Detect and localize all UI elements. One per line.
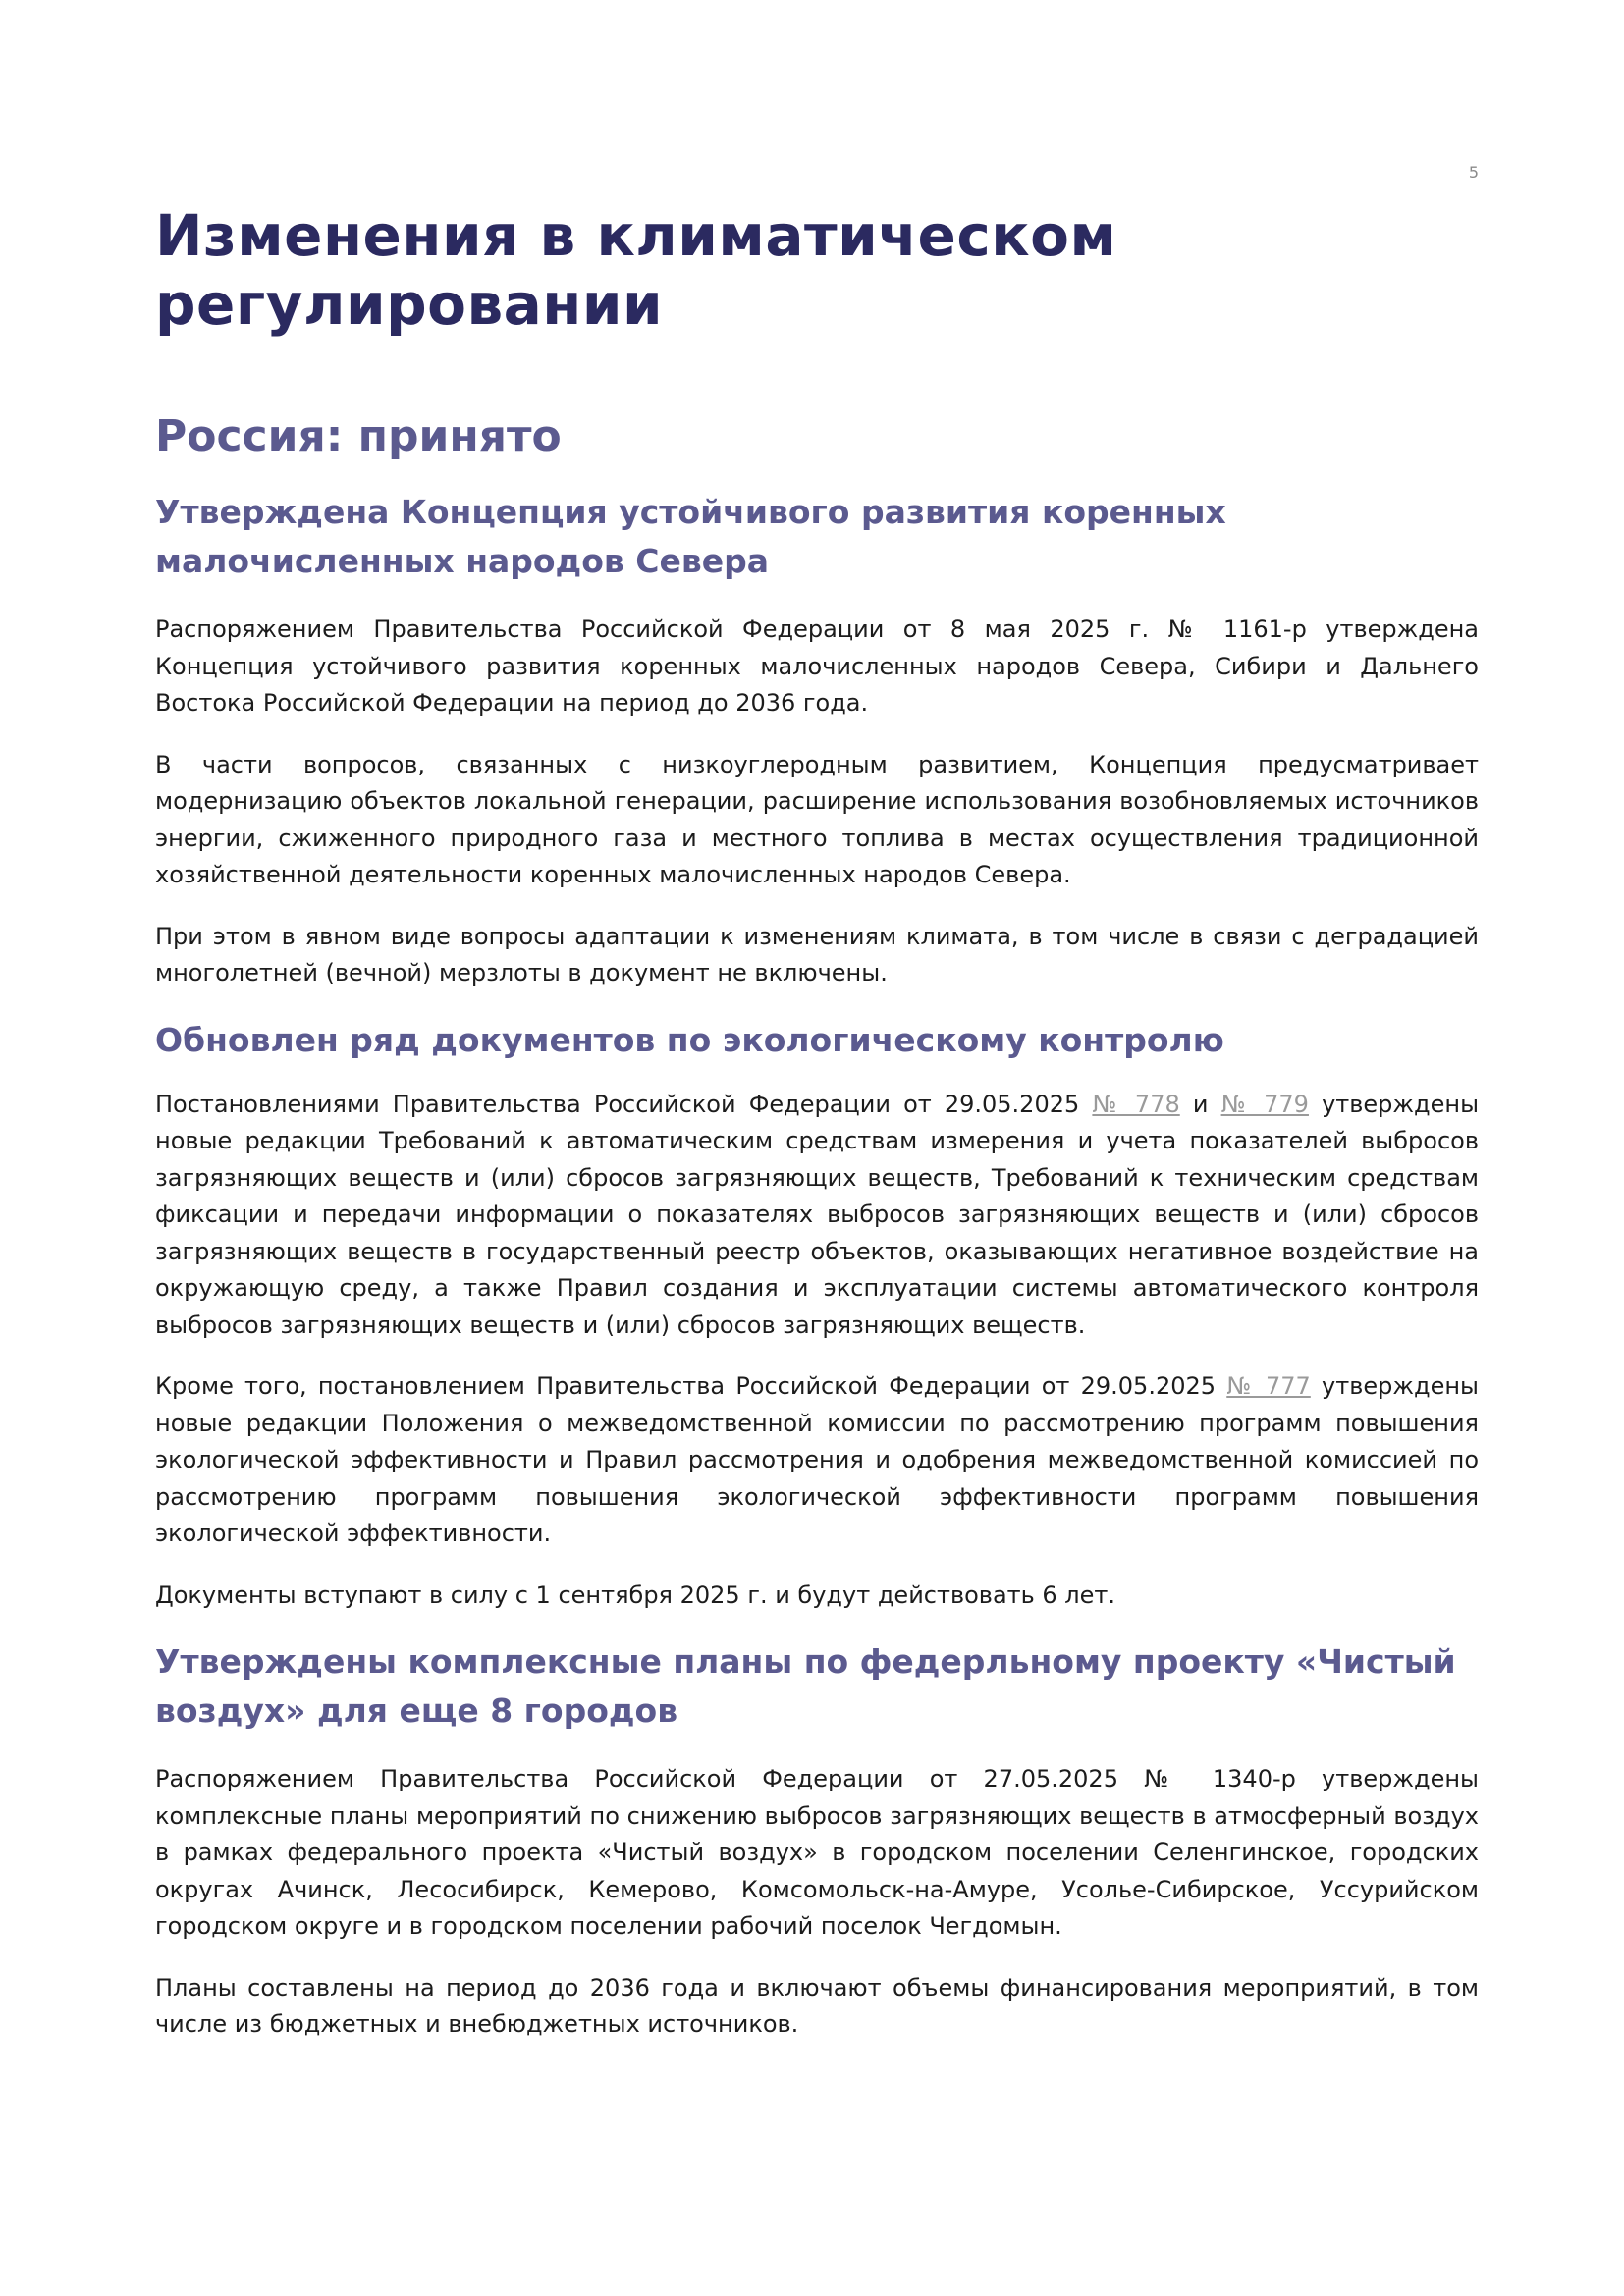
paragraph [155, 1087, 1479, 1345]
paragraph-text: Постановлениями Правительства Российской Федерации от 29.05.2025 [155, 1090, 1093, 1118]
section-clean-air [155, 1637, 1479, 2044]
link-778[interactable]: № 778 [1092, 1090, 1180, 1118]
paragraph-text: утверждены новые редакции Положения о межведомственной комиссии по рассмотрению программ повышения экологической эффективности и Правил рассмотрения и одобрения межведомственной комиссией по рассмотрению программ повышения экологической эффективности программ повышения экологической эффективности. [155, 1372, 1479, 1547]
paragraph-text: утверждены новые редакции Требований к автоматическим средствам измерения и учета показателей выбросов загрязняющих веществ и (или) сбросов загрязняющих веществ, Требований к техническим средствам фиксации и передачи информации о показателях выбросов загрязняющих веществ и (или) сбросов загрязняющих веществ в государственный реестр объектов, оказывающих негативное воздействие на окружающую среду, а также Правил создания и эксплуатации системы автоматического контроля выбросов загрязняющих веществ и (или) сбросов загрязняющих веществ. [155, 1090, 1480, 1339]
page-title: Изменения в климатическом регулировании [155, 202, 1117, 338]
paragraph: Распоряжением Правительства Российской Федерации от 8 мая 2025 г. № 1161-р утверждена Концепция устойчивого развития коренных малочисленных народов Севера, Сибири и Дальнего Востока Российской Федерации на период до 2036 года. [155, 615, 1479, 717]
section-eco-control [155, 1016, 1479, 1615]
paragraph-text: и [1179, 1090, 1221, 1118]
paragraph: Документы вступают в силу с 1 сентября 2025 г. и будут действовать 6 лет. [155, 1580, 1116, 1609]
paragraph: Планы составлены на период до 2036 года и включают объемы финансирования мероприятий, в том числе из бюджетных и внебюджетных источников. [155, 1973, 1479, 2038]
section-heading: Утверждена Концепция устойчивого развития коренных малочисленных народов Севера [155, 493, 1226, 580]
link-779[interactable]: № 779 [1220, 1090, 1309, 1118]
section-heading: Обновлен ряд документов по экологическому контролю [155, 1020, 1224, 1059]
country-heading: Россия: принято [155, 411, 562, 461]
link-777[interactable]: № 777 [1226, 1372, 1311, 1400]
paragraph [155, 1368, 1479, 1553]
section-concept [155, 488, 1479, 992]
page-content [155, 201, 1479, 2044]
page-number: 5 [1468, 163, 1479, 182]
paragraph: Распоряжением Правительства Российской Федерации от 27.05.2025 № 1340-р утверждены комплексные планы мероприятий по снижению выбросов загрязняющих веществ в атмосферный воздух в рамках федерального проекта «Чистый воздух» в городском поселении Селенгинское, городских округах Ачинск, Лесосибирск, Кемерово, Комсомольск-на-Амуре, Усолье-Сибирское, Уссурийском городском округе и в городском поселении рабочий поселок Чегдомын. [155, 1765, 1479, 1940]
section-heading: Утверждены комплексные планы по федерльному проекту «Чистый воздух» для еще 8 городов [155, 1642, 1456, 1730]
paragraph: При этом в явном виде вопросы адаптации к изменениям климата, в том числе в связи с деградацией многолетней (вечной) мерзлоты в документ не включены. [155, 922, 1479, 987]
paragraph-text: Кроме того, постановлением Правительства Российской Федерации от 29.05.2025 [155, 1372, 1227, 1400]
paragraph: В части вопросов, связанных с низкоуглеродным развитием, Концепция предусматривает модернизацию объектов локальной генерации, расширение использования возобновляемых источников энергии, сжиженного природного газа и местного топлива в местах осуществления традиционной хозяйственной деятельности коренных малочисленных народов Севера. [155, 750, 1479, 888]
